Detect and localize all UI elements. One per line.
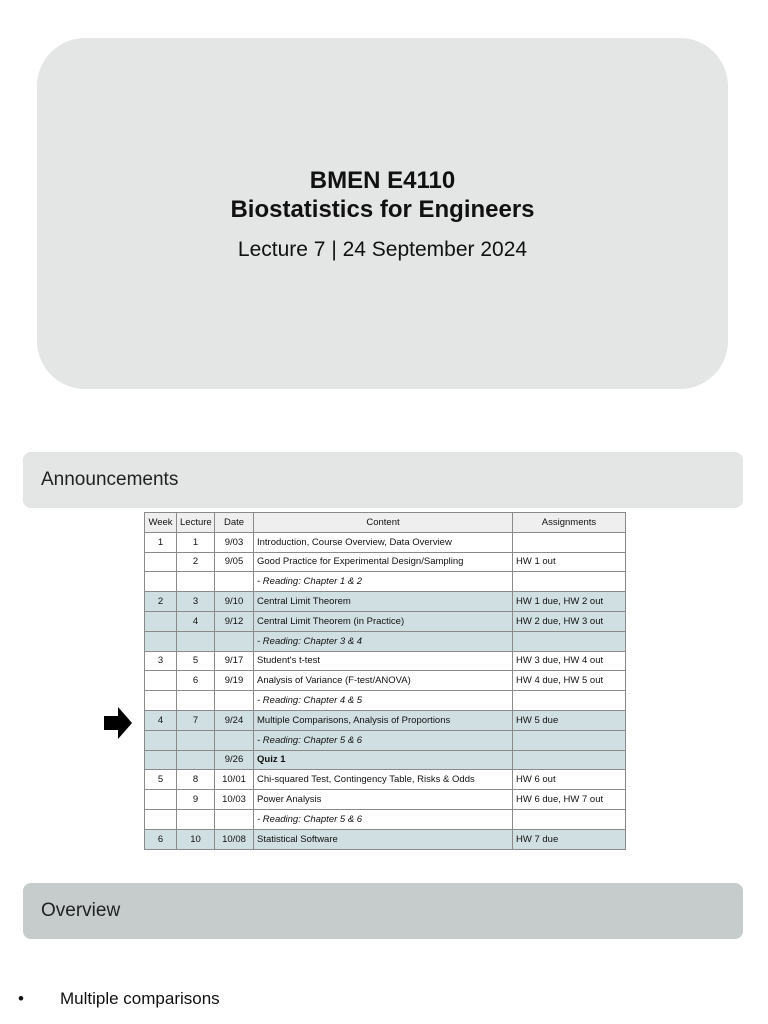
course-name: Biostatistics for Engineers bbox=[230, 195, 535, 223]
cell-content: - Reading: Chapter 5 & 6 bbox=[254, 730, 513, 750]
cell-lecture: 9 bbox=[177, 790, 215, 810]
cell-lecture bbox=[177, 691, 215, 711]
cell-date: 9/12 bbox=[215, 611, 254, 631]
table-row bbox=[145, 829, 626, 849]
table-row-current bbox=[145, 710, 626, 730]
header-date: Date bbox=[215, 513, 254, 533]
cell-lecture: 10 bbox=[177, 829, 215, 849]
cell-lecture: 4 bbox=[177, 611, 215, 631]
cell-content: Central Limit Theorem bbox=[254, 592, 513, 612]
cell-assignments: HW 6 due, HW 7 out bbox=[513, 790, 626, 810]
table-row bbox=[145, 552, 626, 572]
cell-content: Multiple Comparisons, Analysis of Proportions bbox=[254, 710, 513, 730]
cell-lecture bbox=[177, 809, 215, 829]
header-assignments: Assignments bbox=[513, 513, 626, 533]
cell-assignments: HW 7 due bbox=[513, 829, 626, 849]
cell-content: Quiz 1 bbox=[254, 750, 513, 770]
lecture-info: Lecture 7 | 24 September 2024 bbox=[237, 237, 528, 261]
cell-assignments: HW 6 out bbox=[513, 770, 626, 790]
course-schedule-table bbox=[144, 512, 626, 850]
cell-week bbox=[145, 730, 177, 750]
cell-content: Power Analysis bbox=[254, 790, 513, 810]
cell-week: 6 bbox=[145, 829, 177, 849]
cell-content: Introduction, Course Overview, Data Overview bbox=[254, 532, 513, 552]
cell-content: Good Practice for Experimental Design/Sampling bbox=[254, 552, 513, 572]
cell-content: Chi-squared Test, Contingency Table, Risks & Odds bbox=[254, 770, 513, 790]
cell-lecture: 3 bbox=[177, 592, 215, 612]
table-row bbox=[145, 691, 626, 711]
table-row bbox=[145, 611, 626, 631]
cell-date bbox=[215, 572, 254, 592]
cell-assignments: HW 3 due, HW 4 out bbox=[513, 651, 626, 671]
cell-week bbox=[145, 631, 177, 651]
cell-assignments bbox=[513, 691, 626, 711]
cell-lecture: 7 bbox=[177, 710, 215, 730]
table-row bbox=[145, 671, 626, 691]
table-header-row bbox=[145, 513, 626, 533]
cell-date: 9/03 bbox=[215, 532, 254, 552]
cell-assignments bbox=[513, 631, 626, 651]
cell-content: - Reading: Chapter 3 & 4 bbox=[254, 631, 513, 651]
table-row bbox=[145, 572, 626, 592]
table-row bbox=[145, 730, 626, 750]
cell-date bbox=[215, 809, 254, 829]
cell-content: - Reading: Chapter 5 & 6 bbox=[254, 809, 513, 829]
cell-week bbox=[145, 611, 177, 631]
cell-assignments bbox=[513, 572, 626, 592]
cell-assignments bbox=[513, 730, 626, 750]
cell-lecture bbox=[177, 730, 215, 750]
cell-date: 9/19 bbox=[215, 671, 254, 691]
cell-lecture: 1 bbox=[177, 532, 215, 552]
cell-assignments: HW 5 due bbox=[513, 710, 626, 730]
cell-lecture: 6 bbox=[177, 671, 215, 691]
cell-week: 4 bbox=[145, 710, 177, 730]
title-card bbox=[37, 38, 728, 389]
cell-week bbox=[145, 572, 177, 592]
right-arrow-icon bbox=[104, 707, 132, 739]
overview-bullet-item bbox=[18, 989, 220, 1009]
cell-week: 3 bbox=[145, 651, 177, 671]
cell-content: - Reading: Chapter 1 & 2 bbox=[254, 572, 513, 592]
table-row bbox=[145, 532, 626, 552]
cell-week: 2 bbox=[145, 592, 177, 612]
cell-date: 10/03 bbox=[215, 790, 254, 810]
overview-heading: Overview bbox=[41, 900, 121, 921]
table-row bbox=[145, 592, 626, 612]
header-content: Content bbox=[254, 513, 513, 533]
cell-assignments bbox=[513, 750, 626, 770]
cell-date: 9/26 bbox=[215, 750, 254, 770]
cell-content: Statistical Software bbox=[254, 829, 513, 849]
cell-week bbox=[145, 671, 177, 691]
cell-lecture: 5 bbox=[177, 651, 215, 671]
header-lecture: Lecture bbox=[177, 513, 215, 533]
table-row bbox=[145, 809, 626, 829]
cell-assignments: HW 1 out bbox=[513, 552, 626, 572]
cell-content: - Reading: Chapter 4 & 5 bbox=[254, 691, 513, 711]
cell-content: Central Limit Theorem (in Practice) bbox=[254, 611, 513, 631]
cell-date: 9/24 bbox=[215, 710, 254, 730]
cell-lecture: 8 bbox=[177, 770, 215, 790]
cell-assignments: HW 4 due, HW 5 out bbox=[513, 671, 626, 691]
cell-date bbox=[215, 730, 254, 750]
table-row bbox=[145, 651, 626, 671]
bullet-dot-icon: • bbox=[18, 989, 24, 1008]
cell-assignments bbox=[513, 532, 626, 552]
bullet-text: Multiple comparisons bbox=[60, 989, 220, 1008]
table-row bbox=[145, 631, 626, 651]
cell-content: Analysis of Variance (F-test/ANOVA) bbox=[254, 671, 513, 691]
cell-assignments bbox=[513, 809, 626, 829]
table-row bbox=[145, 790, 626, 810]
cell-date: 10/01 bbox=[215, 770, 254, 790]
cell-week: 5 bbox=[145, 770, 177, 790]
cell-week bbox=[145, 552, 177, 572]
table-row bbox=[145, 770, 626, 790]
cell-week bbox=[145, 750, 177, 770]
cell-content: Student's t-test bbox=[254, 651, 513, 671]
header-week: Week bbox=[145, 513, 177, 533]
cell-date: 9/17 bbox=[215, 651, 254, 671]
cell-date: 9/05 bbox=[215, 552, 254, 572]
cell-assignments: HW 2 due, HW 3 out bbox=[513, 611, 626, 631]
cell-assignments: HW 1 due, HW 2 out bbox=[513, 592, 626, 612]
cell-lecture: 2 bbox=[177, 552, 215, 572]
cell-date bbox=[215, 691, 254, 711]
cell-week bbox=[145, 809, 177, 829]
cell-lecture bbox=[177, 572, 215, 592]
cell-date: 9/10 bbox=[215, 592, 254, 612]
announcements-heading: Announcements bbox=[41, 469, 179, 490]
course-code: BMEN E4110 bbox=[309, 166, 456, 194]
cell-date bbox=[215, 631, 254, 651]
cell-date: 10/08 bbox=[215, 829, 254, 849]
table-row bbox=[145, 750, 626, 770]
cell-week bbox=[145, 691, 177, 711]
cell-week: 1 bbox=[145, 532, 177, 552]
cell-week bbox=[145, 790, 177, 810]
announcements-banner bbox=[23, 452, 743, 508]
cell-lecture bbox=[177, 750, 215, 770]
overview-banner bbox=[23, 883, 743, 939]
cell-lecture bbox=[177, 631, 215, 651]
